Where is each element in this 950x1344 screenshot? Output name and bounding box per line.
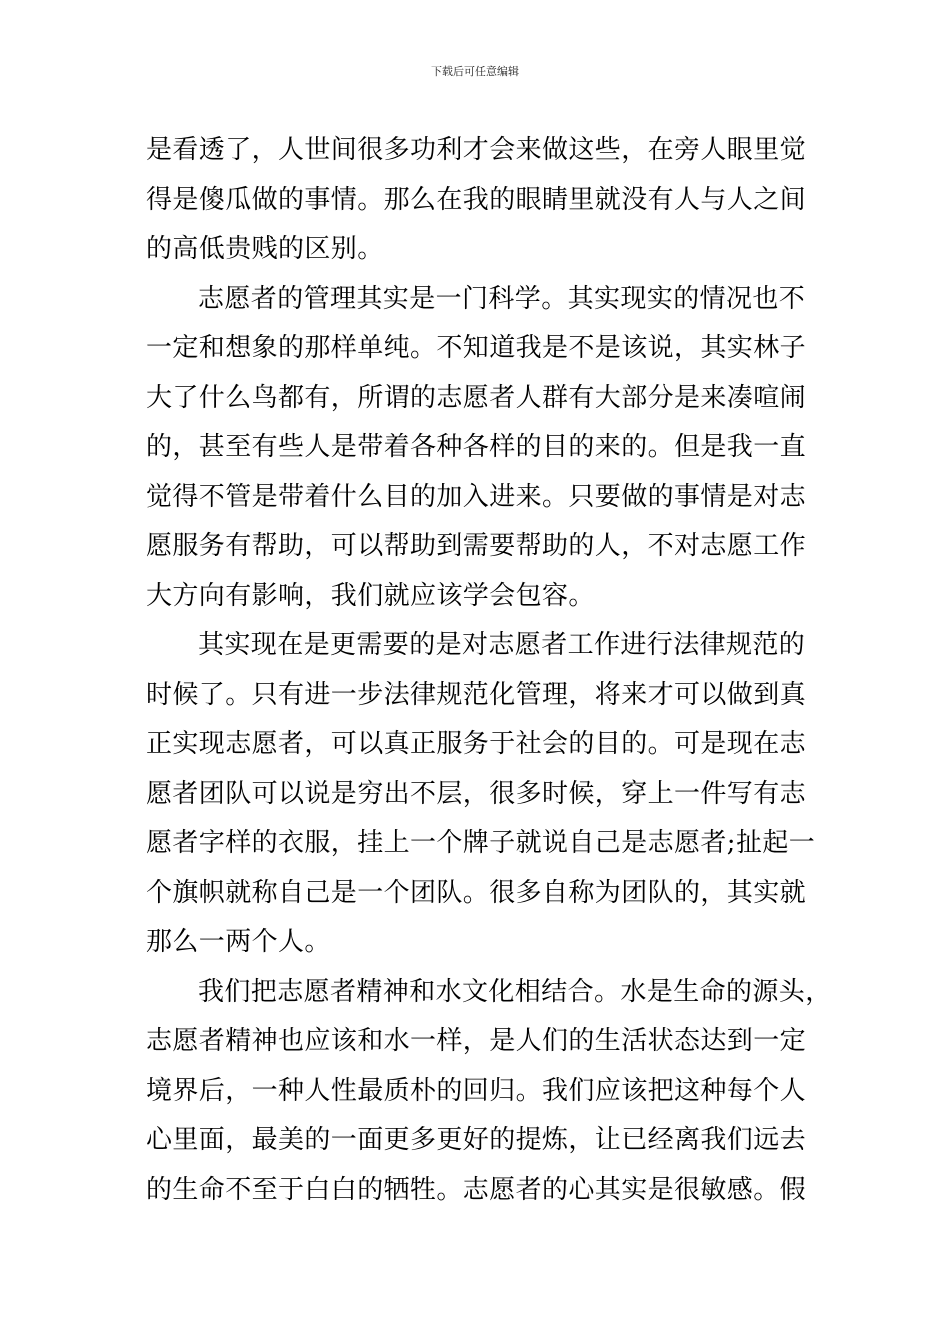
text-line: 境界后，一种人性最质朴的回归。我们应该把这种每个人 [146, 1075, 807, 1106]
text-line: 时候了。只有进一步法律规范化管理，将来才可以做到真 [146, 679, 807, 710]
text-line: 那么一两个人。 [146, 927, 331, 957]
text-line: 正实现志愿者，可以真正服务于社会的目的。可是现在志 [146, 729, 807, 759]
text-line: 愿服务有帮助，可以帮助到需要帮助的人，不对志愿工作 [146, 531, 807, 561]
text-line: 愿者字样的衣服，挂上一个牌子就说自己是志愿者;扯起一 [146, 828, 816, 858]
paragraph-first-line: 其实现在是更需要的是对志愿者工作进行法律规范的 [198, 630, 806, 660]
text-line: 的高低贵贱的区别。 [146, 234, 384, 264]
text-line: 的，甚至有些人是带着各种各样的目的来的。但是我一直 [146, 432, 807, 462]
text-line: 大了什么鸟都有，所谓的志愿者人群有大部分是来凑喧闹 [146, 382, 807, 413]
text-line: 觉得不管是带着什么目的加入进来。只要做的事情是对志 [146, 481, 807, 512]
text-line: 愿者团队可以说是穷出不层，很多时候，穿上一件写有志 [146, 778, 807, 809]
text-line: 个旗帜就称自己是一个团队。很多自称为团队的，其实就 [146, 877, 807, 908]
text-line: 一定和想象的那样单纯。不知道我是不是该说，其实林子 [146, 333, 807, 363]
page-header: 下载后可任意编辑 [431, 65, 519, 78]
text-line: 得是傻瓜做的事情。那么在我的眼睛里就没有人与人之间 [146, 184, 807, 215]
paragraph-first-line: 我们把志愿者精神和水文化相结合。水是生命的源头， [198, 976, 832, 1007]
text-line: 志愿者精神也应该和水一样，是人们的生活状态达到一定 [146, 1026, 807, 1056]
text-line: 心里面，最美的一面更多更好的提炼，让已经离我们远去 [146, 1125, 807, 1155]
body-text [146, 126, 832, 1215]
paragraph-first-line: 志愿者的管理其实是一门科学。其实现实的情况也不 [198, 283, 806, 314]
text-line: 大方向有影响，我们就应该学会包容。 [146, 580, 595, 611]
text-line: 的生命不至于白白的牺牲。志愿者的心其实是很敏感。假 [146, 1174, 807, 1205]
text-line: 是看透了，人世间很多功利才会来做这些，在旁人眼里觉 [146, 135, 807, 165]
